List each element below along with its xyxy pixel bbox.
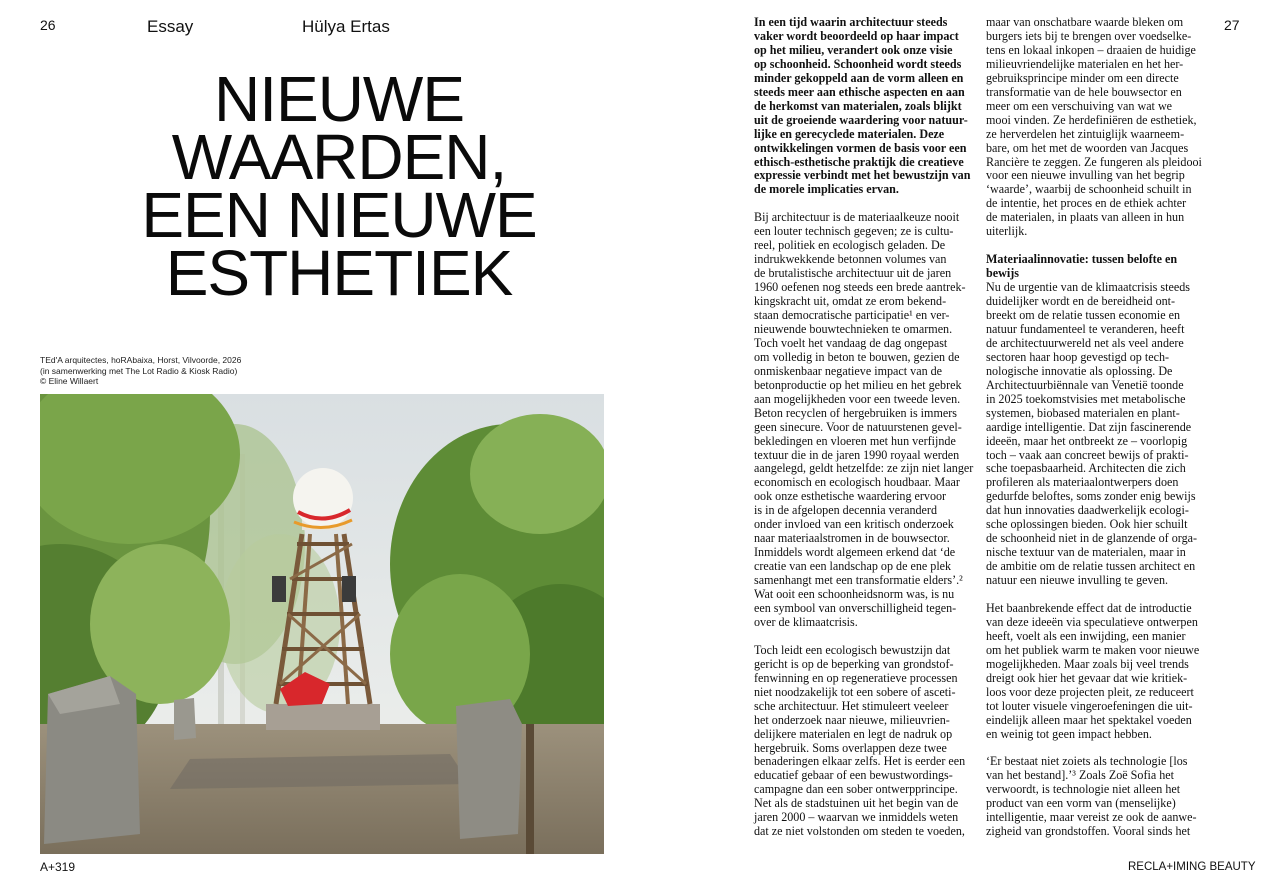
essay-headline [40,63,638,309]
text-line: de materialen, in plaats van alleen in hun [986,210,1185,225]
text-line: product van een vorm van (menselijke) [986,796,1176,811]
text-line: de schoonheid niet in de glanzende of orga- [986,531,1198,546]
text-line: steeds meer aan ethische aspecten en aan [754,84,965,99]
text-line: Inmiddels wordt algemeen erkend dat ‘de [754,545,956,560]
text-line: het onderzoek naar nieuwe, milieuvrien- [754,712,950,727]
text-line: mooi vinden. Ze herdefiniëren de esthetiek, [986,112,1197,127]
text-line: duidelijker wordt en de bereidheid ont- [986,294,1176,309]
text-line: sectoren haar hoop gevestigd op tech- [986,349,1170,364]
text-line: gericht is op de beperking van grondstof- [754,656,954,671]
text-line: educatief gebaar of een bewustwordings- [754,768,953,783]
text-line: minder gekoppeld aan de vorm alleen en [754,70,964,85]
text-line: textuur die in de jaren 1990 royaal werden [754,447,960,462]
text-line: vaker wordt beoordeeld op haar impact [754,28,959,43]
text-line: sche oplossingen bieden. Ook hier schuilt [986,517,1188,532]
text-line: is in de afgelopen decennia veranderd [754,503,938,518]
section-label: Essay [147,17,194,36]
body-paragraph [754,644,980,839]
text-line: fenwinning en op regeneratieve processen [754,670,958,685]
text-line: Toch leidt een ecologisch bewustzijn dat [754,642,951,657]
headline-line: EEN NIEUWE [141,179,537,251]
text-line: de architectuurwereld net als veel andere [986,335,1184,350]
page-number-right: 27 [1224,17,1240,33]
text-line: ontwikkelingen vormen de basis voor een [754,140,967,155]
text-line: tens en lokaal inkopen – draaien de huidige [986,42,1196,57]
text-line: aardige intelligentie. Dat zijn fascinerende [986,419,1192,434]
text-line: Wat ooit een schoonheidsnorm was, is nu [754,587,955,602]
text-line: samenhangt met een transformatie elders’.² [754,573,963,588]
body-paragraph [986,16,1212,239]
text-line: staan democratische participatie¹ en ver- [754,308,950,322]
body-paragraph [754,211,980,630]
text-line: eindelijk alleen maar het spektakel voeden [986,712,1192,727]
text-line: economisch en ecologisch houdbaar. Maar [754,475,960,490]
text-line: de ambitie om de relatie tussen architect en [986,559,1196,574]
text-line: de herkomst van materialen, zoals blijkt [754,98,962,113]
text-line: natuur een nieuwe invulling te geven. [986,573,1169,588]
text-line: meer om een verschuiving van wat we [986,98,1173,113]
text-line: ze herverdelen het zintuiglijk waarneem- [986,126,1185,141]
text-line: loos voor deze projecten pleit, ze reduceert [986,684,1194,699]
text-line: Nu de urgentie van de klimaatcrisis steeds [986,280,1190,295]
text-line: ideeën, maar het ontbreekt ze – voorlopig [986,433,1188,448]
text-line: ethisch-esthetische praktijk die creatieve [754,154,964,169]
body-paragraph [986,755,1212,839]
footer-right: RECLA+IMING BEAUTY [1128,861,1256,873]
text-line: indrukwekkende betonnen volumes van [754,252,947,267]
text-line: Toch voelt het vandaag de dag ongepast [754,335,948,350]
text-line: de morele implicaties ervan. [754,182,899,197]
text-line: en weinig tot geen impact hebben. [986,726,1152,741]
text-line: 1960 oefenen nog steeds een brede aantrek- [754,280,966,295]
text-line: Architectuurbiënnale van Venetië toonde [986,377,1184,392]
project-photo [40,394,604,854]
subheading [986,253,1212,281]
text-line: om het publiek warm te maken voor nieuwe [986,642,1200,657]
text-line: van het bestand].’³ Zoals Zoë Sofia het [986,768,1174,783]
text-line: Beton recyclen of hergebruiken is immers [754,405,957,420]
headline-line: WAARDEN, [171,121,507,193]
text-line: delijkere materialen en legt de nadruk op [754,726,953,741]
text-line: lijke en gerecyclede materialen. Deze [754,126,945,141]
text-line: creatie van een landschap op de ene plek [754,559,952,574]
text-line: in 2025 toekomstvisies met metabolische [986,391,1186,406]
text-line: campagne dan een sober ontwerpprincipe. [754,782,958,797]
text-line: toch – vaak aan concreet bewijs of prakti- [986,447,1189,462]
text-line: hergebruik. Soms overlappen deze twee [754,740,947,755]
text-line: zigheid van grondstoffen. Vooral sinds het [986,824,1191,839]
text-line: verwoordt, is technologie niet alleen het [986,782,1181,797]
body-paragraph [986,281,1212,588]
text-line: tot louter visuele vingeroefeningen die uit- [986,698,1193,713]
footer-left: A+319 [40,860,76,874]
text-line: de brutalistische architectuur uit de jaren [754,266,952,281]
text-line: sche toepasbaarheid. Architecten die zich [986,461,1186,476]
text-line: bare, om het met de woorden van Jacques [986,140,1189,155]
text-line: ‘Er bestaat niet zoiets als technologie [los [986,754,1188,769]
text-line: een louter technisch gegeven; ze is cultu- [754,224,954,239]
headline-line: NIEUWE [214,63,464,135]
text-line: bewijs [986,266,1019,281]
text-line: ‘waarde’, waarbij de schoonheid schuilt in [986,182,1192,197]
text-line: nische textuur van de materialen, maar in [986,545,1186,560]
caption-line: (in samenwerking met The Lot Radio & Kiosk Radio) [40,365,238,376]
text-line: van deze ideeën via speculatieve ontwerpen [986,614,1198,629]
text-line: nologische innovatie als oplossing. De [986,363,1173,378]
text-line: jaren 2000 – waarvan we inmiddels weten [754,810,959,825]
page-number-left: 26 [40,17,56,33]
headline-line: ESTHETIEK [165,237,513,309]
text-line: over de klimaatcrisis. [754,614,858,629]
text-line: expressie verbindt met het bewustzijn van [754,168,971,183]
text-line: nieuwende bouwtechnieken te omarmen. [754,321,953,336]
caption-line: © Eline Willaert [40,376,99,386]
text-line: uit de groeiende waardering voor natuur- [754,112,968,127]
text-line: geen sinecure. Voor de natuurstenen gevel- [754,419,962,434]
text-line: dat ze niet volstonden om steden te voeden, [754,824,965,839]
text-line: intelligentie, maar vereist ze ook de aanwe- [986,810,1197,825]
text-line: betonproductie op het milieu en het gebrek [754,377,962,392]
text-line: transformatie van de hele bouwsector en [986,84,1182,99]
lead-paragraph [754,16,980,197]
text-line: reel, politiek en ecologisch geladen. De [754,238,946,253]
text-line: kingskracht uit, omdat ze erom bekend- [754,294,947,309]
text-line: mogelijkheden. Maar zoals bij veel trends [986,656,1189,671]
author-name: Hülya Ertas [302,17,390,36]
text-line: breekt om de relatie tussen economie en [986,308,1181,322]
text-line: natuur fundamenteel te veranderen, heeft [986,321,1185,336]
text-line: Net als de stadstuinen uit het begin van de [754,796,959,811]
text-line: maar van onschatbare waarde bleken om [986,15,1184,29]
text-line: onmiskenbaar negatieve impact van de [754,363,943,378]
text-line: burgers iets bij te brengen over voedselke- [986,28,1192,43]
text-line: In een tijd waarin architectuur steeds [754,15,948,29]
text-line: bekledingen en vloeren met hun verfijnde [754,433,956,448]
text-line: op schoonheid. Schoonheid wordt steeds [754,56,962,71]
text-column-1 [754,16,980,839]
text-line: Materiaalinnovatie: tussen belofte en [986,252,1178,267]
text-line: milieuvriendelijke materialen en het her- [986,56,1184,71]
text-line: systemen, biobased materialen en plant- [986,405,1180,420]
caption-line: TEd'A arquitectes, hoRAbaixa, Horst, Vilvoorde, 2026 [40,355,242,365]
text-line: profileren als materiaalontwerpers doen [986,475,1179,490]
text-line: om volledig in beton te bouwen, gezien de [754,349,960,364]
text-line: dat hun innovaties daadwerkelijk ecologi- [986,503,1189,518]
text-line: benaderingen elkaar zelfs. Het is eerder een [754,754,966,769]
text-line: uiterlijk. [986,224,1028,239]
text-line: Rancière te zeggen. Ze fungeren als pleidooi [986,154,1202,169]
text-line: niet noodzakelijk tot een sobere of asceti- [754,684,956,699]
text-line: Bij architectuur is de materiaalkeuze nooit [754,210,960,225]
text-line: op het milieu, verandert ook onze visie [754,42,953,57]
text-line: Het baanbrekende effect dat de introductie [986,601,1192,615]
text-line: gebruiksprincipe minder om een directe [986,70,1179,85]
text-line: aangelegd, geldt hetzelfde: ze zijn niet langer [754,461,974,476]
text-line: een symbool van onverschilligheid tegen- [754,601,957,616]
text-line: dreigt ook hier het gevaar dat wie kritiek- [986,670,1188,685]
body-paragraph [986,602,1212,742]
text-line: de intentie, het proces en de ethiek achter [986,196,1187,211]
photo-caption [40,355,340,387]
text-line: ook onze esthetische waardering ervoor [754,489,947,504]
text-line: gedurfde beloftes, soms zonder enig bewijs [986,489,1196,504]
text-line: onder invloed van een kritisch onderzoek [754,517,954,532]
text-line: aan mogelijkheden voor een tweede leven. [754,391,961,406]
text-line: naar materiaalstromen in de bouwsector. [754,531,950,546]
text-line: heeft, voelt als een inwijding, een manier [986,628,1186,643]
text-line: sche architectuur. Het stimuleert veeleer [754,698,949,713]
text-line: voor een nieuwe invulling van het begrip [986,168,1185,183]
text-column-2 [986,16,1212,839]
